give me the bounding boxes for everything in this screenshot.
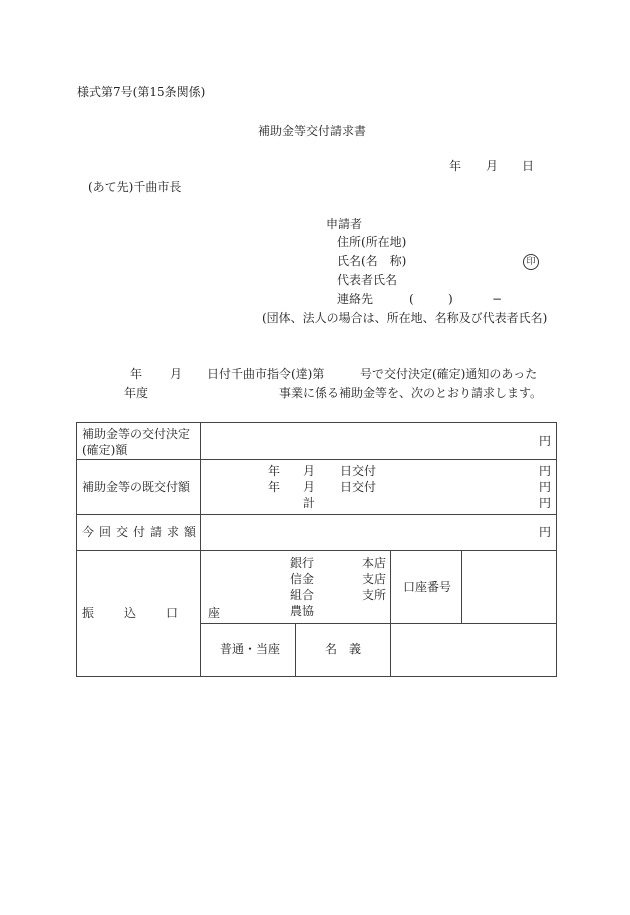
paid-total-unit: 円 bbox=[539, 496, 552, 510]
body-request-text: 事業に係る補助金等を、次のとおり請求します。 bbox=[279, 386, 543, 400]
seal-icon: 印 bbox=[523, 254, 539, 270]
paid-amount-label: 補助金等の既交付額 bbox=[82, 480, 191, 494]
request-amount-unit: 円 bbox=[539, 525, 552, 539]
applicant-note: (団体、法人の場合は、所在地、名称及び代表者氏名) bbox=[262, 311, 548, 325]
account-number-label: 口座番号 bbox=[403, 580, 452, 594]
decision-amount-unit: 円 bbox=[539, 434, 552, 448]
form-number: 様式第7号(第15条関係) bbox=[77, 85, 206, 99]
branch-sub-office: 支所 bbox=[362, 588, 387, 602]
contact-paren-close: ) bbox=[448, 292, 453, 306]
body-notification-text: 号で交付決定(確定)通知のあった bbox=[360, 367, 538, 381]
date-year-label: 年 bbox=[449, 159, 462, 173]
table-border-bottom bbox=[76, 676, 557, 677]
body-year-label: 年 bbox=[130, 367, 143, 381]
paid-entry-unit: 円 bbox=[539, 464, 552, 478]
paid-entry-month: 月 bbox=[303, 480, 316, 494]
account-number-field[interactable] bbox=[462, 551, 556, 623]
contact-label: 連絡先 bbox=[337, 292, 374, 306]
body-fiscal-year-label: 年度 bbox=[124, 386, 149, 400]
date-day-label: 日 bbox=[522, 159, 535, 173]
account-holder-field[interactable] bbox=[391, 624, 556, 676]
institution-bank: 銀行 bbox=[290, 556, 315, 570]
institution-shinkin: 信金 bbox=[290, 572, 315, 586]
body-directive-text: 日付千曲市指令(達)第 bbox=[207, 367, 325, 381]
paid-entry-suffix: 日交付 bbox=[340, 464, 377, 478]
address-label: 住所(所在地) bbox=[337, 235, 407, 249]
representative-label: 代表者氏名 bbox=[337, 273, 398, 287]
paid-entry-month: 月 bbox=[303, 464, 316, 478]
row-divider bbox=[76, 459, 557, 460]
document-title: 補助金等交付請求書 bbox=[258, 124, 367, 138]
request-amount-label: 今回交付請求額 bbox=[82, 525, 202, 539]
paid-entry-year: 年 bbox=[268, 464, 281, 478]
paid-entry-year: 年 bbox=[268, 480, 281, 494]
contact-paren-open: ( bbox=[409, 292, 414, 306]
account-holder-label: 名 義 bbox=[325, 642, 362, 656]
decision-amount-label-2: (確定)額 bbox=[82, 443, 128, 457]
decision-amount-label: 補助金等の交付決定 bbox=[82, 427, 191, 441]
institution-kumiai: 組合 bbox=[290, 588, 315, 602]
paid-entry-unit: 円 bbox=[539, 480, 552, 494]
account-type-label: 普通・当座 bbox=[220, 642, 281, 656]
name-label: 氏名(名 称) bbox=[337, 254, 407, 268]
col-divider bbox=[295, 623, 296, 677]
decision-amount-field[interactable] bbox=[201, 423, 531, 459]
addressee: (あて先)千曲市長 bbox=[88, 180, 182, 194]
request-amount-field[interactable] bbox=[201, 515, 531, 550]
paid-total-label: 計 bbox=[303, 496, 316, 510]
paid-entry-suffix: 日交付 bbox=[340, 480, 377, 494]
contact-dash: − bbox=[492, 292, 503, 306]
branch-office: 支店 bbox=[362, 572, 387, 586]
date-month-label: 月 bbox=[486, 159, 499, 173]
body-month-label: 月 bbox=[170, 367, 183, 381]
transfer-account-label: 振込口座 bbox=[82, 606, 251, 620]
institution-nokyo: 農協 bbox=[290, 604, 315, 618]
branch-head-office: 本店 bbox=[362, 556, 387, 570]
applicant-label: 申請者 bbox=[326, 217, 363, 231]
